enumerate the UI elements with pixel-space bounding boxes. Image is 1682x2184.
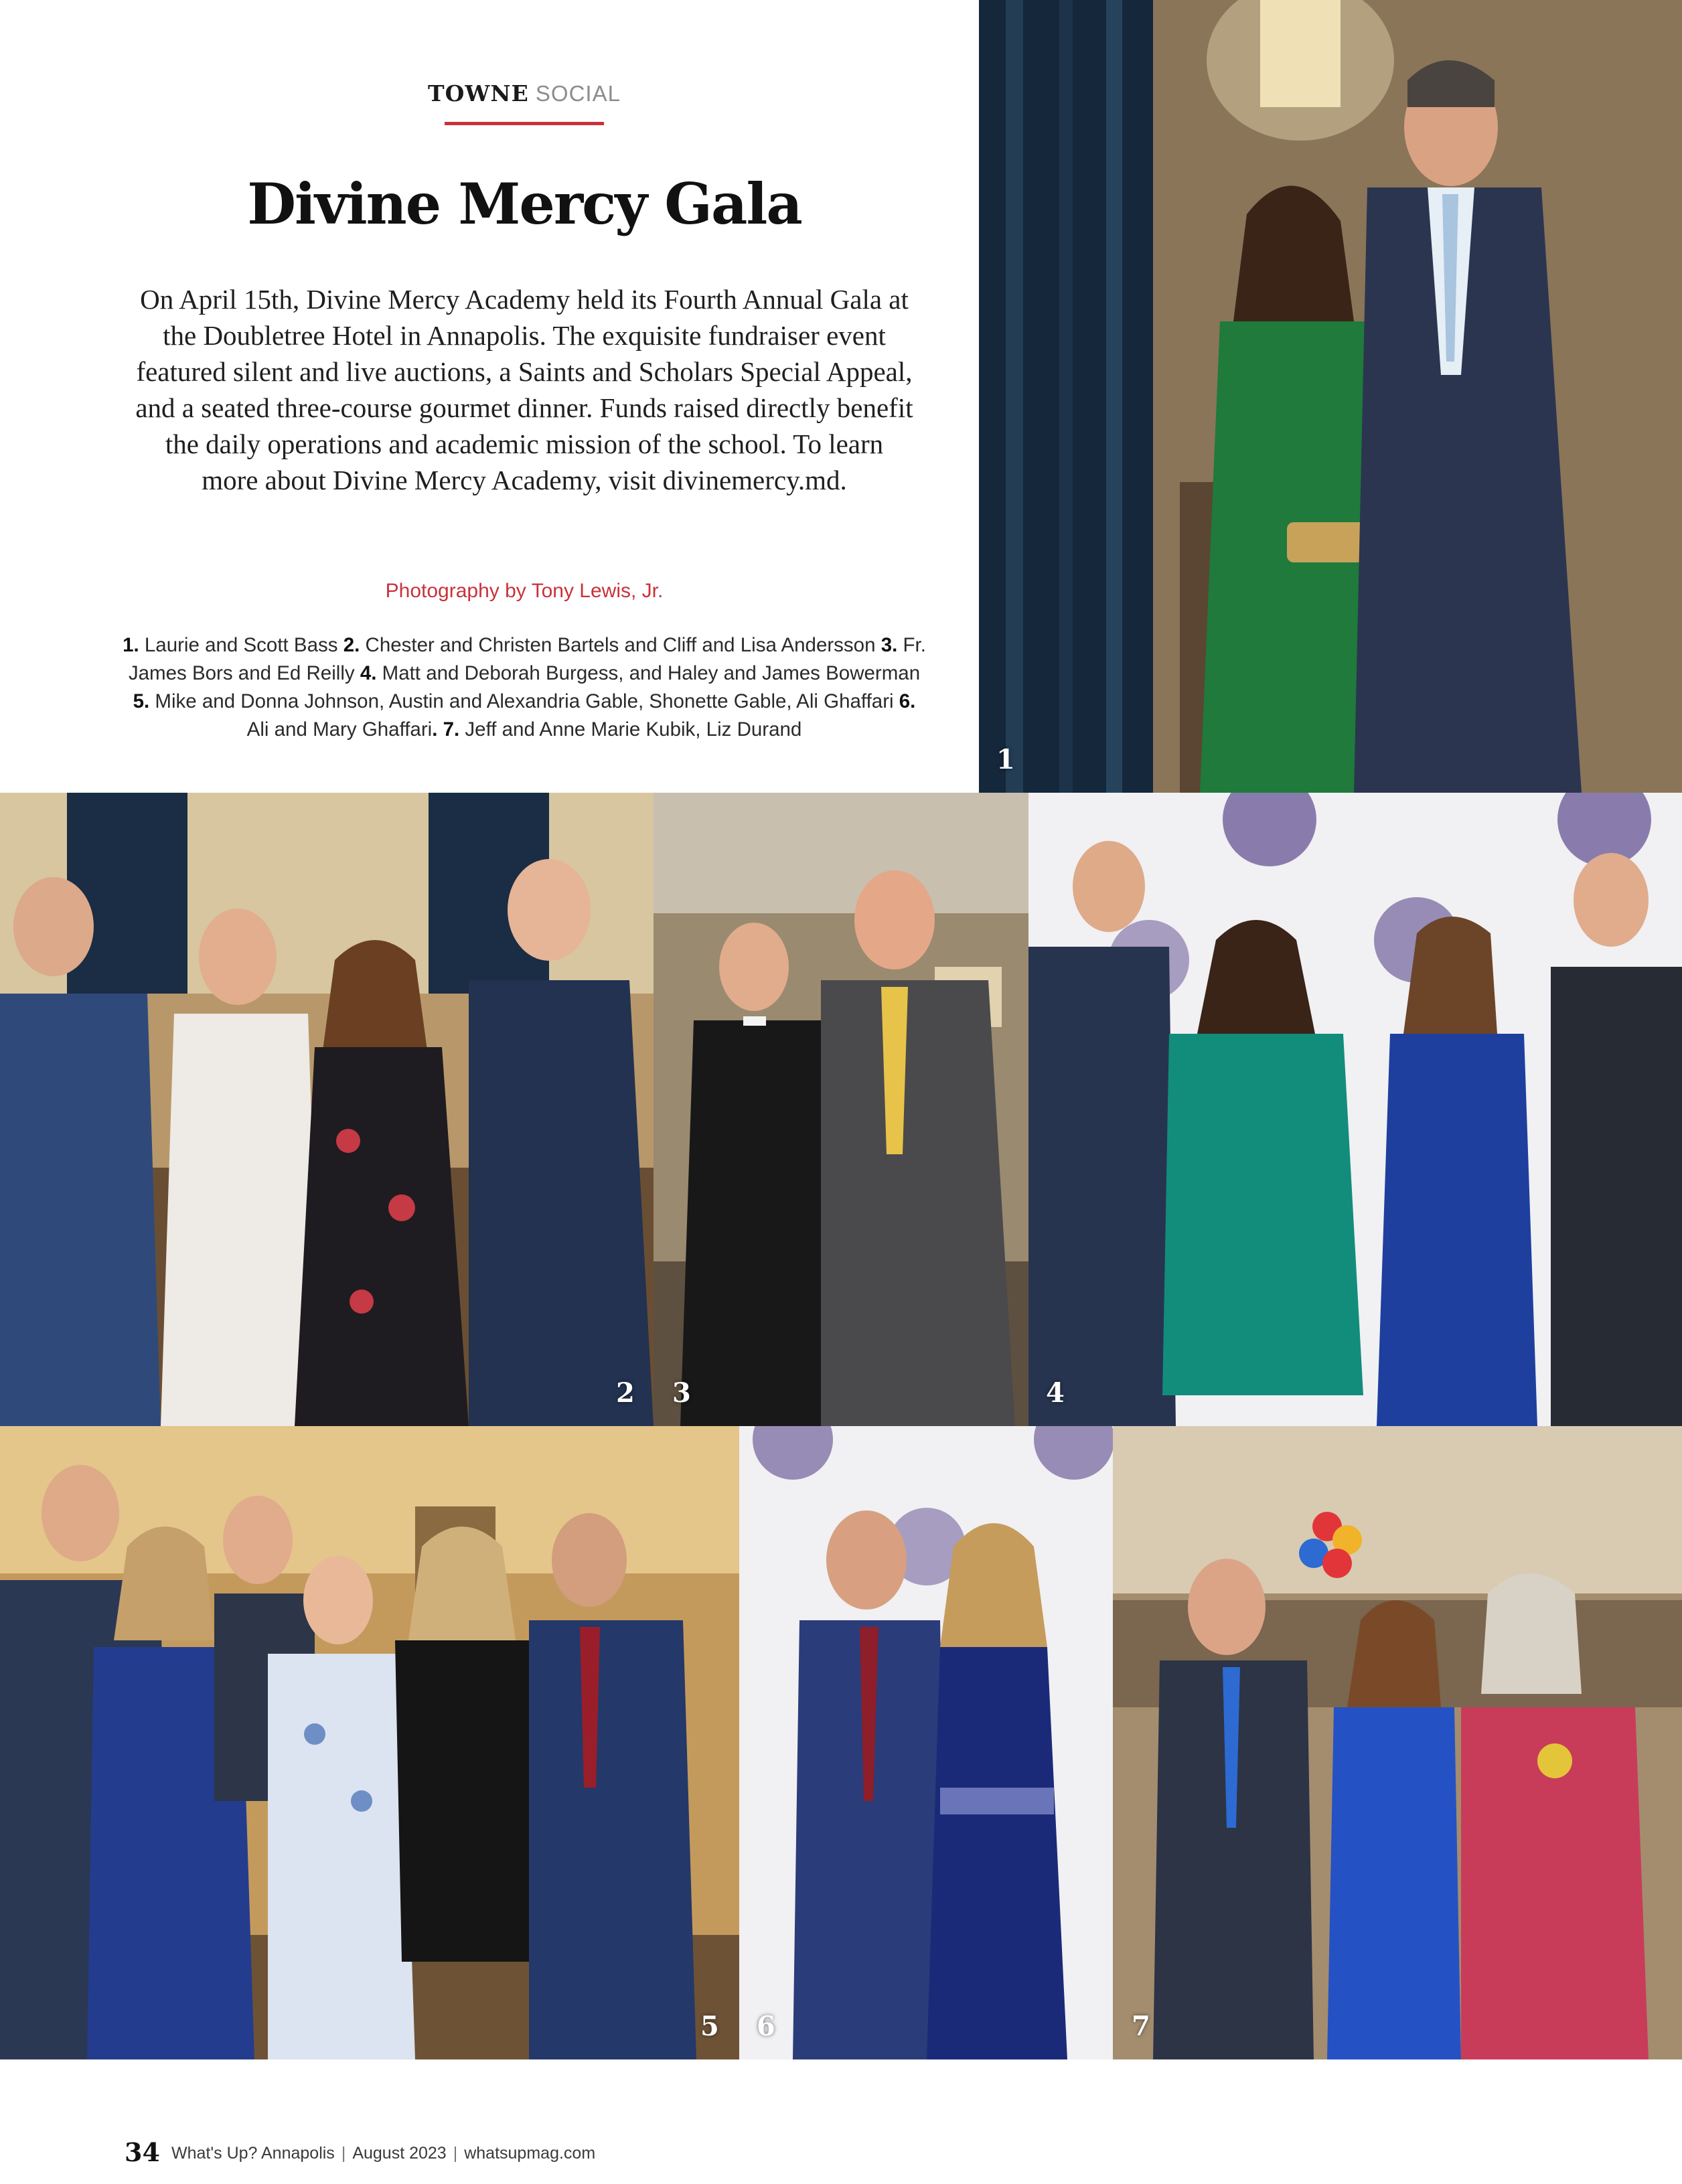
footer-magazine: What's Up? Annapolis (171, 2144, 335, 2163)
photo-2 (0, 793, 654, 1426)
footer-publication (171, 2144, 595, 2163)
photo-7-image (1113, 1426, 1682, 2059)
photo-6-image (739, 1426, 1113, 2059)
caption-text-4: Matt and Deborah Burgess, and Haley and James Bowerman (376, 662, 921, 684)
photo-credit: Photography by Tony Lewis, Jr. (385, 580, 664, 602)
footer-separator: | (341, 2144, 346, 2163)
caption-num-4: 4. (360, 662, 377, 684)
caption-num-5: 5. (133, 690, 150, 712)
photo-number-2: 2 (616, 1377, 635, 1409)
caption-num-2: 2. (343, 634, 360, 656)
photo-4-image (1028, 793, 1682, 1426)
section-tag-underline (445, 122, 604, 125)
caption-num-1: 1. (123, 634, 139, 656)
photo-1 (979, 0, 1682, 793)
photo-1-image (979, 0, 1682, 793)
page-title: Divine Mercy Gala (247, 171, 801, 237)
photo-number-6: 6 (757, 2011, 775, 2042)
photo-number-3: 3 (672, 1377, 691, 1409)
photo-7 (1113, 1426, 1682, 2059)
photo-2-image (0, 793, 654, 1426)
article-lead: On April 15th, Divine Mercy Academy held its Fourth Annual Gala at the Doubletree Hotel in Annapolis. The exquisite fundraiser event featured silent and live auctions, a Saints and Scholars Special Appeal, and a seated three-course gourmet dinner. Funds raised directly benefit the daily operations and academic mission of the school. To learn more about Divine Mercy Academy, visit divinemercy.md. (135, 284, 913, 495)
caption-num-3: 3. (881, 634, 898, 656)
footer-issue: August 2023 (352, 2144, 447, 2163)
photo-number-5: 5 (700, 2011, 719, 2042)
caption-text-6: Ali and Mary Ghaffari (246, 718, 433, 740)
section-tag-bold: TOWNE (428, 80, 529, 106)
footer-website: whatsupmag.com (464, 2144, 596, 2163)
caption-num-6: 6. (899, 690, 916, 712)
photo-number-4: 4 (1046, 1377, 1065, 1409)
photo-5-image (0, 1426, 739, 2059)
caption-text-5: Mike and Donna Johnson, Austin and Alexandria Gable, Shonette Gable, Ali Ghaffari (149, 690, 899, 712)
caption-text-1: Laurie and Scott Bass (139, 634, 343, 656)
footer-separator: | (453, 2144, 458, 2163)
photo-captions (121, 631, 928, 744)
photo-6 (739, 1426, 1113, 2059)
photo-3 (654, 793, 1028, 1426)
section-tag (0, 80, 1049, 106)
photo-4 (1028, 793, 1682, 1426)
page-number: 34 (125, 2137, 160, 2167)
caption-text-2: Chester and Christen Bartels and Cliff and Lisa Andersson (360, 634, 881, 656)
photo-5 (0, 1426, 739, 2059)
caption-text-3: Fr. James Bors and Ed Reilly (128, 634, 926, 684)
section-tag-light: SOCIAL (535, 81, 621, 106)
caption-text-7: Jeff and Anne Marie Kubik, Liz Durand (459, 718, 802, 740)
photo-number-7: 7 (1132, 2011, 1150, 2042)
photo-number-1: 1 (996, 744, 1015, 775)
caption-num-7: . 7. (432, 718, 460, 740)
photo-3-image (654, 793, 1028, 1426)
